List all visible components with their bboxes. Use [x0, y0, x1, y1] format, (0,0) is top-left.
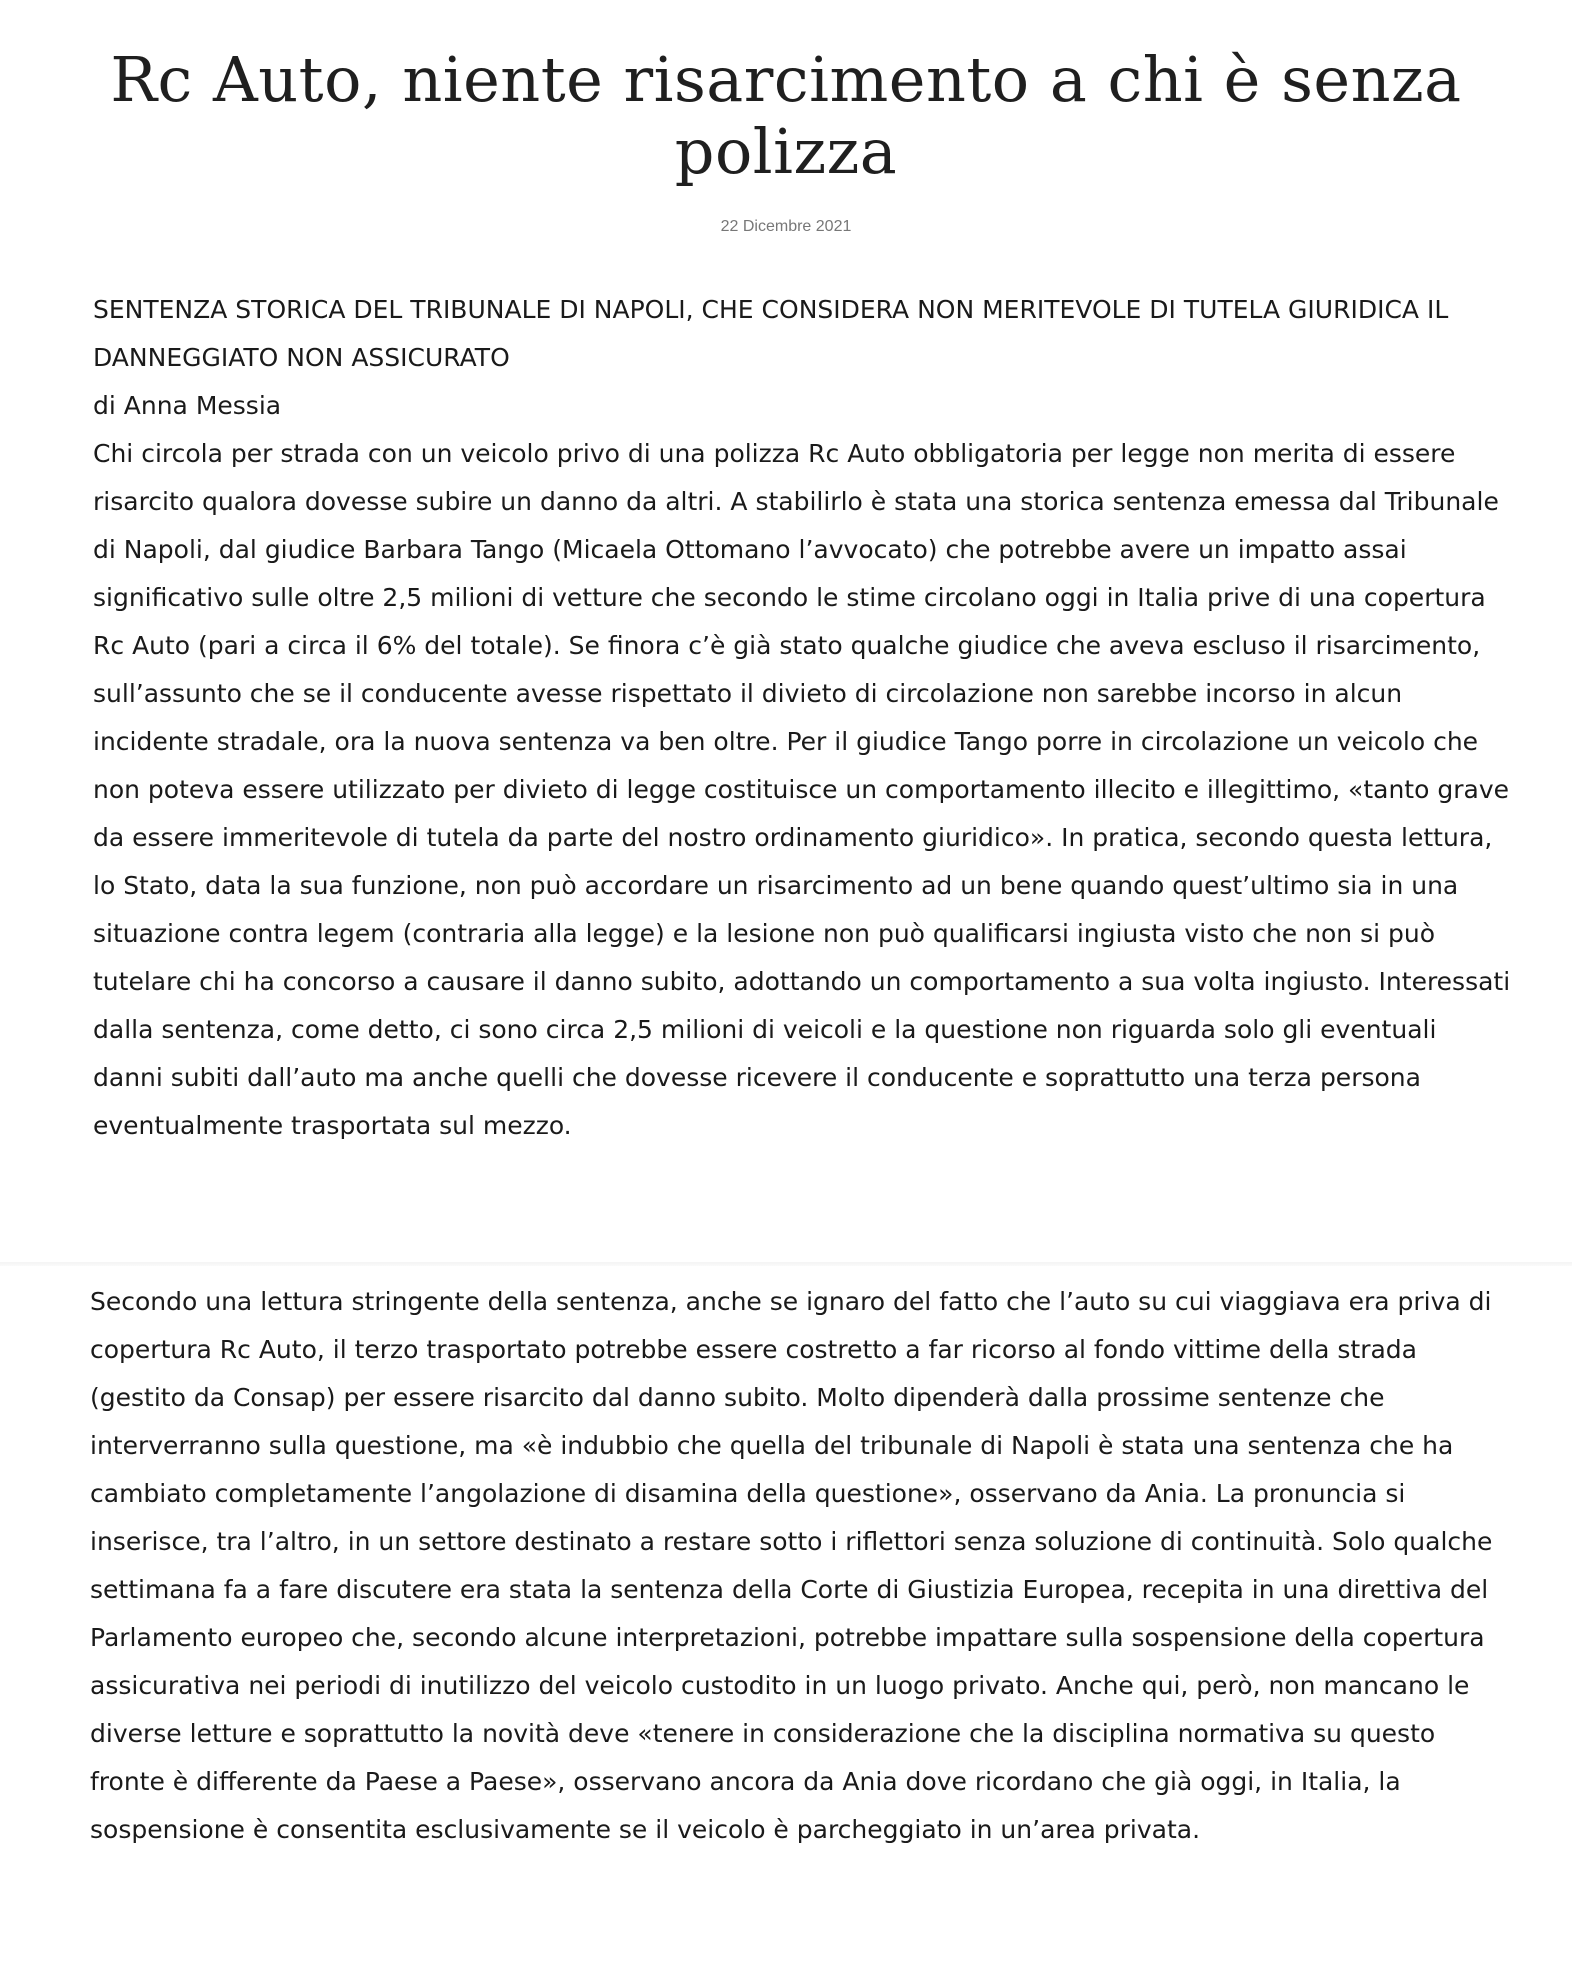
article-body-section: [90, 1278, 1510, 1854]
article-author: di Anna Messia: [93, 391, 282, 420]
article-lead-section: [93, 286, 1513, 1150]
article-paragraph-1: Chi circola per strada con un veicolo privo di una polizza Rc Auto obbligatoria per legge non merita di essere risarcito qualora dovesse subire un danno da altri. A stabilirlo è stata una storica sentenza emessa dal Tribunale di Napoli, dal giudice Barbara Tango (Micaela Ottomano l’avvocato) che potrebbe avere un impatto assai significativo sulle oltre 2,5 milioni di vetture che secondo le stime circolano oggi in Italia prive di una copertura Rc Auto (pari a circa il 6% del totale). Se finora c’è già stato qualche giudice che aveva escluso il risarcimento, sull’assunto che se il conducente avesse rispettato il divieto di circolazione non sarebbe incorso in alcun incidente stradale, ora la nuova sentenza va ben oltre. Per il giudice Tango porre in circolazione un veicolo che non poteva essere utilizzato per divieto di legge costituisce un comportamento illecito e illegittimo, «tanto grave da essere immeritevole di tutela da parte del nostro ordinamento giuridico». In pratica, secondo questa lettura, lo Stato, data la sua funzione, non può accordare un risarcimento ad un bene quando quest’ultimo sia in una situazione contra legem (contraria alla legge) e la lesione non può qualificarsi ingiusta visto che non si può tutelare chi ha concorso a causare il danno subito, adottando un comportamento a sua volta ingiusto. Interessati dalla sentenza, come detto, ci sono circa 2,5 milioni di veicoli e la questione non riguarda solo gli eventuali danni subiti dall’auto ma anche quelli che dovesse ricevere il conducente e soprattutto una terza persona eventualmente trasportata sul mezzo.: [93, 439, 1511, 1140]
article-date: 22 Dicembre 2021: [720, 218, 852, 235]
article-paragraph-2: Secondo una lettura stringente della sentenza, anche se ignaro del fatto che l’auto su cui viaggiava era priva di copertura Rc Auto, il terzo trasportato potrebbe essere costretto a far ricorso al fondo vittime della strada (gestito da Consap) per essere risarcito dal danno subito. Molto dipenderà dalla prossime sentenze che interverranno sulla questione, ma «è indubbio che quella del tribunale di Napoli è stata una sentenza che ha cambiato completamente l’angolazione di disamina della questione», osservano da Ania. La pronuncia si inserisce, tra l’altro, in un settore destinato a restare sotto i riflettori senza soluzione di continuità. Solo qualche settimana fa a fare discutere era stata la sentenza della Corte di Giustizia Europea, recepita in una direttiva del Parlamento europeo che, secondo alcune interpretazioni, potrebbe impattare sulla sospensione della copertura assicurativa nei periodi di inutilizzo del veicolo custodito in un luogo privato. Anche qui, però, non mancano le diverse letture e soprattutto la novità deve «tenere in considerazione che la disciplina normativa su questo fronte è differente da Paese a Paese», osservano ancora da Ania dove ricordano che già oggi, in Italia, la sospensione è consentita esclusivamente se il veicolo è parcheggiato in un’area privata.: [90, 1287, 1493, 1844]
section-separator: [0, 1262, 1572, 1266]
article-subtitle: SENTENZA STORICA DEL TRIBUNALE DI NAPOLI, CHE CONSIDERA NON MERITEVOLE DI TUTELA GIURIDICA IL DANNEGGIATO NON ASSICURATO: [93, 295, 1449, 372]
article-title: Rc Auto, niente risarcimento a chi è senza polizza: [110, 43, 1462, 188]
